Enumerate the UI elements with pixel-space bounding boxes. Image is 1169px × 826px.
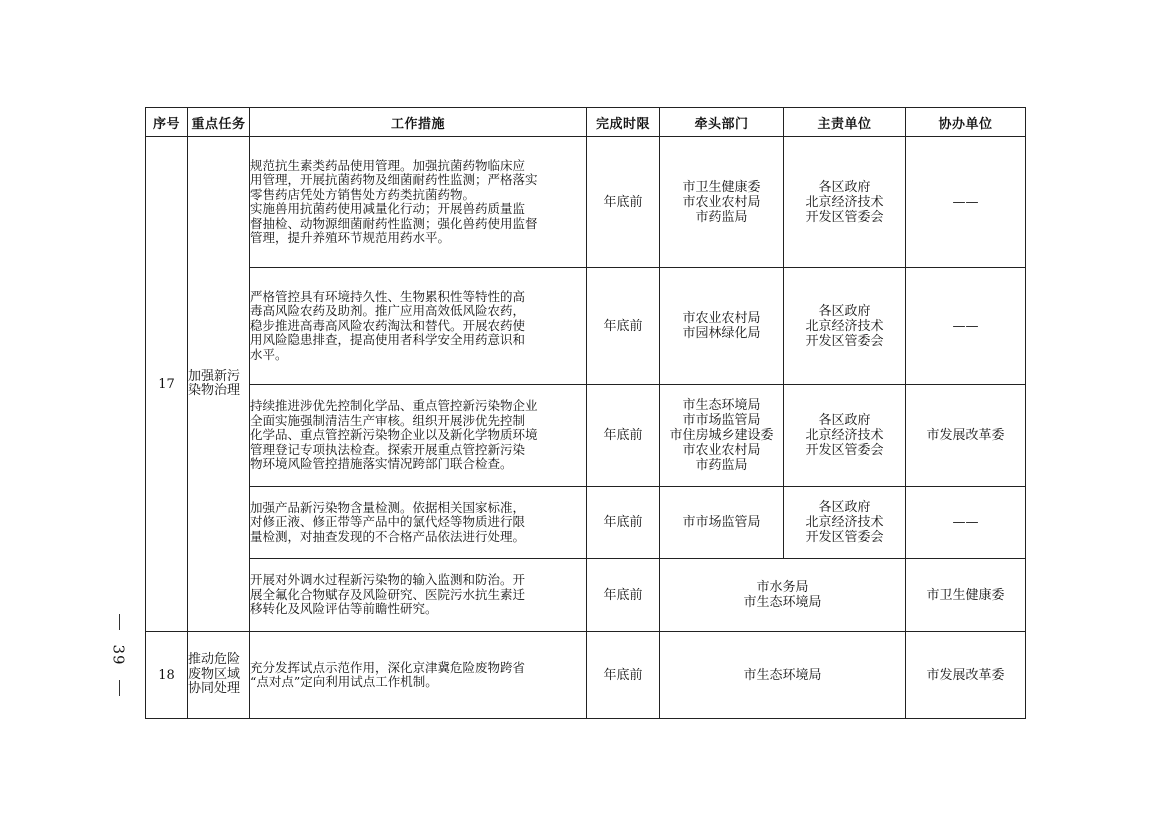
assist-cell: 市发展改革委 bbox=[906, 632, 1026, 719]
responsible-cell bbox=[784, 487, 906, 559]
lead-dept: 市市场监管局 bbox=[682, 515, 761, 530]
assist-cell: —— bbox=[906, 487, 1026, 559]
table-row bbox=[146, 632, 1026, 719]
measure-line: 用风险隐患排查，提高使用者科学安全用药意识和 bbox=[250, 332, 526, 348]
responsible-unit: 各区政府 bbox=[818, 413, 871, 428]
lead-cell bbox=[660, 268, 784, 385]
page-number-rule-bottom bbox=[119, 680, 120, 696]
lead-dept: 市卫生健康委 bbox=[682, 179, 761, 195]
lead-dept: 市药监局 bbox=[695, 209, 748, 225]
task-line: 废物区域 bbox=[188, 666, 241, 682]
responsible-unit: 各区政府 bbox=[818, 179, 871, 195]
measure-line: “点对点”定向利用试点工作机制。 bbox=[250, 674, 438, 689]
assist-cell: —— bbox=[906, 137, 1026, 268]
header-assist: 协办单位 bbox=[906, 108, 1026, 137]
deadline-cell: 年底前 bbox=[587, 268, 660, 385]
measure-line: 实施兽用抗菌药使用减量化行动；开展兽药质量监 bbox=[250, 201, 526, 216]
lead-dept: 市生态环境局 bbox=[743, 595, 822, 610]
measure-line: 对修正液、修正带等产品中的氯代烃等物质进行限 bbox=[250, 514, 526, 530]
task-cell bbox=[188, 137, 250, 632]
lead-dept: 市园林绿化局 bbox=[682, 326, 761, 341]
responsible-unit: 北京经济技术 bbox=[805, 428, 884, 443]
measure-line: 零售药店凭处方销售处方药类抗菌药物。 bbox=[250, 186, 476, 202]
header-measures: 工作措施 bbox=[250, 108, 587, 137]
measure-line: 管理登记专项执法检查。探索开展重点管控新污染 bbox=[250, 441, 526, 457]
lead-merged-cell bbox=[660, 559, 906, 632]
header-responsible: 主责单位 bbox=[784, 108, 906, 137]
deadline-cell: 年底前 bbox=[587, 487, 660, 559]
seq-number: 18 bbox=[158, 667, 175, 683]
measure-line: 水平。 bbox=[250, 346, 288, 362]
lead-dept: 市药监局 bbox=[695, 458, 748, 473]
lead-merged-cell bbox=[660, 632, 906, 719]
lead-dept: 市农业农村局 bbox=[682, 443, 761, 458]
task-line: 染物治理 bbox=[188, 383, 241, 398]
measure-line: 移转化及风险评估等前瞻性研究。 bbox=[250, 601, 438, 617]
page-number: 39 bbox=[110, 644, 128, 666]
measure-line: 充分发挥试点示范作用，深化京津冀危险废物跨省 bbox=[250, 659, 526, 675]
table-row bbox=[146, 268, 1026, 385]
responsible-cell bbox=[784, 385, 906, 487]
responsible-cell bbox=[784, 268, 906, 385]
task-line: 协同处理 bbox=[188, 681, 241, 697]
assist-cell: 市卫生健康委 bbox=[906, 559, 1026, 632]
responsible-unit: 北京经济技术 bbox=[805, 515, 884, 530]
page-number-marker bbox=[104, 614, 134, 696]
header-seq: 序号 bbox=[146, 108, 188, 137]
measure-line: 化学品、重点管控新污染物企业以及新化学物质环境 bbox=[250, 427, 538, 443]
lead-dept: 市农业农村局 bbox=[682, 311, 761, 326]
responsible-unit: 开发区管委会 bbox=[805, 333, 884, 349]
task-cell bbox=[188, 632, 250, 719]
seq-cell bbox=[146, 137, 188, 632]
lead-dept: 市水务局 bbox=[756, 580, 809, 595]
task-table bbox=[145, 107, 1026, 719]
measure-line: 督抽检、动物源细菌耐药性监测；强化兽药使用监督 bbox=[250, 215, 538, 231]
task-line: 推动危险 bbox=[188, 652, 241, 668]
measure-line: 物环境风险管控措施落实情况跨部门联合检查。 bbox=[250, 456, 513, 472]
table-row bbox=[146, 559, 1026, 632]
lead-cell bbox=[660, 487, 784, 559]
responsible-unit: 北京经济技术 bbox=[805, 194, 884, 210]
table-row bbox=[146, 385, 1026, 487]
header-deadline: 完成时限 bbox=[587, 108, 660, 137]
header-lead: 牵头部门 bbox=[660, 108, 784, 137]
lead-dept: 市市场监管局 bbox=[682, 413, 761, 428]
responsible-unit: 北京经济技术 bbox=[805, 318, 884, 334]
header-row bbox=[146, 108, 1026, 137]
lead-dept: 市农业农村局 bbox=[682, 194, 761, 210]
task-line: 加强新污 bbox=[188, 368, 241, 384]
responsible-unit: 开发区管委会 bbox=[805, 530, 884, 545]
deadline-cell: 年底前 bbox=[587, 385, 660, 487]
measure-cell bbox=[250, 137, 587, 268]
measure-cell bbox=[250, 487, 587, 559]
lead-dept: 市生态环境局 bbox=[682, 398, 761, 413]
header-task: 重点任务 bbox=[188, 108, 250, 137]
measure-line: 全面实施强制清洁生产审核。组织开展涉优先控制 bbox=[250, 412, 526, 428]
measure-line: 展全氟化合物赋存及风险研究、医院污水抗生素迁 bbox=[250, 586, 526, 602]
deadline-cell: 年底前 bbox=[587, 559, 660, 632]
responsible-unit: 各区政府 bbox=[818, 500, 871, 515]
measure-line: 规范抗生素类药品使用管理。加强抗菌药物临床应 bbox=[250, 157, 526, 173]
responsible-cell bbox=[784, 137, 906, 268]
measure-line: 用管理，开展抗菌药物及细菌耐药性监测；严格落实 bbox=[250, 172, 538, 187]
measure-cell bbox=[250, 385, 587, 487]
measure-line: 毒高风险农药及助剂。推广应用高效低风险农药， bbox=[250, 303, 526, 319]
deadline-cell: 年底前 bbox=[587, 137, 660, 268]
lead-dept: 市生态环境局 bbox=[743, 667, 822, 683]
measure-cell bbox=[250, 632, 587, 719]
responsible-unit: 各区政府 bbox=[818, 303, 871, 319]
measure-line: 开展对外调水过程新污染物的输入监测和防治。开 bbox=[250, 572, 526, 588]
lead-dept: 市住房城乡建设委 bbox=[669, 428, 774, 443]
page-number-rule-top bbox=[119, 614, 120, 630]
assist-cell: —— bbox=[906, 268, 1026, 385]
measure-line: 加强产品新污染物含量检测。依据相关国家标准， bbox=[250, 499, 526, 515]
measure-cell bbox=[250, 559, 587, 632]
assist-cell: 市发展改革委 bbox=[906, 385, 1026, 487]
seq-cell bbox=[146, 632, 188, 719]
measure-line: 稳步推进高毒高风险农药淘汰和替代。开展农药使 bbox=[250, 317, 526, 333]
table-row bbox=[146, 487, 1026, 559]
measure-cell bbox=[250, 268, 587, 385]
deadline-cell: 年底前 bbox=[587, 632, 660, 719]
measure-line: 管理，提升养殖环节规范用药水平。 bbox=[250, 230, 451, 245]
table-row bbox=[146, 137, 1026, 268]
seq-number: 17 bbox=[158, 376, 175, 392]
measure-line: 严格管控具有环境持久性、生物累积性等特性的高 bbox=[250, 288, 526, 304]
measure-line: 量检测，对抽查发现的不合格产品依法进行处理。 bbox=[250, 528, 526, 544]
lead-cell bbox=[660, 385, 784, 487]
responsible-unit: 开发区管委会 bbox=[805, 209, 884, 225]
responsible-unit: 开发区管委会 bbox=[805, 443, 884, 458]
measure-line: 持续推进涉优先控制化学品、重点管控新污染物企业 bbox=[250, 398, 538, 414]
lead-cell bbox=[660, 137, 784, 268]
